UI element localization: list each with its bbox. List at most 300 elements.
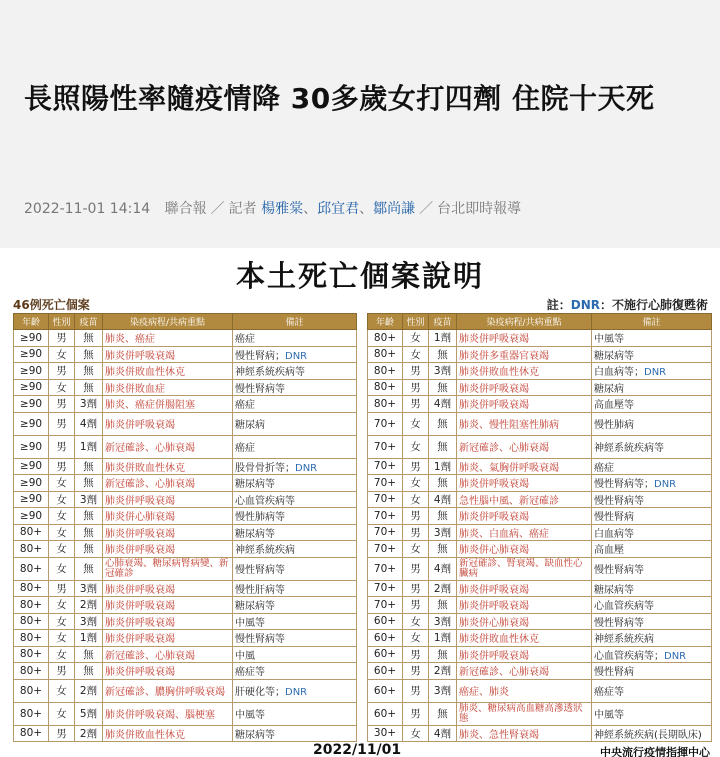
cell-course-text: 肺炎併呼吸衰竭 bbox=[105, 584, 175, 596]
cell-course-text: 肺炎併呼吸衰竭 bbox=[459, 334, 529, 346]
cell-course bbox=[103, 630, 233, 647]
cell-age bbox=[14, 725, 49, 742]
cell-course bbox=[457, 475, 592, 492]
cell-age bbox=[368, 379, 403, 396]
cell-remarks bbox=[233, 458, 357, 475]
cell-remarks bbox=[233, 412, 357, 435]
cell-sex-text: 男 bbox=[410, 582, 421, 595]
article-header bbox=[0, 0, 720, 248]
cell-remarks bbox=[233, 379, 357, 396]
cell-sex-text: 男 bbox=[56, 582, 67, 595]
cell-age bbox=[368, 557, 403, 580]
cell-vaccine-text: 5劑 bbox=[79, 708, 98, 720]
cell-course-text: 肺炎併呼吸衰竭 bbox=[105, 545, 175, 557]
cell-sex bbox=[403, 475, 429, 492]
cell-vaccine bbox=[429, 330, 457, 347]
cell-course-text: 肺炎併呼吸衰竭 bbox=[105, 420, 175, 431]
cell-sex bbox=[403, 679, 429, 702]
cell-course-text: 新冠確診、心肺衰竭 bbox=[459, 667, 549, 679]
cell-age-text: 80+ bbox=[373, 381, 397, 394]
cell-remarks-text: 糖尿病 bbox=[235, 420, 265, 431]
table-row bbox=[368, 435, 712, 458]
cell-remarks bbox=[233, 613, 357, 630]
cell-sex-text: 女 bbox=[56, 708, 67, 720]
cell-age bbox=[368, 330, 403, 347]
cell-vaccine bbox=[429, 508, 457, 525]
cell-course-text: 肺炎、慢性阻塞性肺病 bbox=[459, 420, 559, 431]
cell-remarks bbox=[233, 663, 357, 680]
cell-vaccine bbox=[75, 679, 103, 702]
cell-remarks-text: 白血病等； bbox=[594, 367, 644, 379]
cell-age bbox=[14, 346, 49, 363]
cell-remarks bbox=[592, 412, 712, 435]
cell-remarks-text: 慢性腎病 bbox=[594, 667, 634, 679]
table-row bbox=[368, 679, 712, 702]
cell-age bbox=[368, 458, 403, 475]
cell-sex-text: 女 bbox=[410, 332, 421, 345]
cell-course bbox=[103, 679, 233, 702]
cell-vaccine bbox=[429, 663, 457, 680]
table-row bbox=[368, 580, 712, 597]
cell-course-text: 急性腦中風、新冠確診 bbox=[459, 495, 559, 507]
reporter-label: 記者 bbox=[228, 201, 257, 217]
reporter-link-2[interactable]: 邱宜君 bbox=[317, 201, 360, 217]
cell-course bbox=[457, 663, 592, 680]
cell-sex bbox=[49, 663, 75, 680]
cell-remarks bbox=[233, 396, 357, 413]
cell-course bbox=[457, 679, 592, 702]
cell-vaccine bbox=[429, 396, 457, 413]
cell-remarks bbox=[233, 679, 357, 702]
cell-age bbox=[368, 702, 403, 725]
cell-age-text: 80+ bbox=[19, 562, 43, 575]
cell-remarks-text: 糖尿病等 bbox=[594, 584, 634, 596]
col-remarks: 備註 bbox=[592, 314, 712, 330]
cell-course bbox=[457, 725, 592, 742]
cell-remarks-text: 白血病等 bbox=[594, 528, 634, 540]
cell-sex bbox=[403, 580, 429, 597]
dnr-badge: DNR bbox=[654, 479, 677, 491]
cell-remarks bbox=[233, 363, 357, 380]
cell-age bbox=[14, 491, 49, 508]
cell-course bbox=[457, 630, 592, 647]
cell-course bbox=[103, 702, 233, 725]
cell-course-text: 肺炎併多重器官衰竭 bbox=[459, 350, 549, 362]
cell-remarks-text: 癌症等 bbox=[594, 687, 624, 698]
cell-vaccine-text: 2劑 bbox=[79, 599, 98, 612]
cell-vaccine bbox=[75, 725, 103, 742]
cell-age-text: ≥90 bbox=[19, 381, 43, 394]
notice-title: 本土死亡個案說明 bbox=[235, 259, 484, 293]
reporter-link-1[interactable]: 楊雅棠 bbox=[261, 201, 304, 217]
cell-vaccine bbox=[429, 725, 457, 742]
cell-remarks bbox=[233, 330, 357, 347]
cell-vaccine-text: 無 bbox=[83, 477, 94, 490]
cell-course-text: 肺炎併心肺衰竭 bbox=[459, 617, 529, 629]
cell-age bbox=[368, 541, 403, 558]
cell-vaccine bbox=[75, 346, 103, 363]
cell-vaccine bbox=[75, 491, 103, 508]
cell-remarks-text: 癌症 bbox=[235, 334, 255, 346]
cell-vaccine bbox=[75, 475, 103, 492]
table-header-row bbox=[14, 314, 357, 330]
cell-remarks-text: 糖尿病等 bbox=[235, 729, 275, 741]
cell-sex bbox=[403, 396, 429, 413]
cell-remarks-text: 神經系統疾病 bbox=[235, 545, 295, 557]
cell-age bbox=[368, 346, 403, 363]
cell-remarks-text: 中風等 bbox=[235, 617, 265, 629]
cell-sex-text: 女 bbox=[56, 648, 67, 661]
cell-sex-text: 男 bbox=[410, 708, 421, 720]
cell-remarks bbox=[592, 580, 712, 597]
cell-age bbox=[368, 663, 403, 680]
cell-sex bbox=[49, 346, 75, 363]
cell-course-text: 肺炎併呼吸衰竭 bbox=[105, 528, 175, 540]
col-remarks: 備註 bbox=[233, 314, 357, 330]
cell-sex bbox=[403, 346, 429, 363]
table-row bbox=[368, 363, 712, 380]
table-row bbox=[368, 541, 712, 558]
cell-sex-text: 女 bbox=[410, 543, 421, 556]
cell-remarks-text: 癌症 bbox=[594, 462, 614, 474]
cell-vaccine-text: 3劑 bbox=[433, 615, 452, 628]
cell-vaccine-text: 無 bbox=[437, 418, 448, 430]
dnr-badge: DNR bbox=[664, 650, 687, 662]
cell-course-text: 肺炎併呼吸衰竭、腦梗塞 bbox=[105, 710, 215, 721]
cell-age-text: 60+ bbox=[373, 684, 397, 697]
cell-remarks-text: 慢性腎病等 bbox=[594, 617, 644, 629]
cell-course-text: 心肺衰竭、糖尿病腎病變、新冠確診 bbox=[105, 557, 229, 579]
cell-age-text: 30+ bbox=[373, 727, 397, 740]
notice-date: 2022/11/01 bbox=[313, 742, 402, 757]
cell-sex-text: 男 bbox=[410, 648, 421, 661]
cell-vaccine-text: 無 bbox=[83, 648, 94, 661]
cell-vaccine bbox=[75, 379, 103, 396]
cell-remarks-text: 高血壓 bbox=[594, 545, 624, 557]
cell-remarks-text: 心血管疾病等 bbox=[235, 495, 295, 507]
cell-vaccine bbox=[429, 524, 457, 541]
cell-sex bbox=[403, 508, 429, 525]
cell-sex-text: 男 bbox=[56, 418, 67, 430]
cell-course-text: 肺炎、糖尿病高血糖高滲透狀態 bbox=[459, 702, 583, 724]
cell-vaccine-text: 無 bbox=[83, 381, 94, 394]
cell-sex-text: 女 bbox=[410, 418, 421, 430]
cell-age-text: 80+ bbox=[373, 397, 397, 410]
cell-vaccine bbox=[429, 541, 457, 558]
cell-vaccine bbox=[75, 557, 103, 580]
cell-course-text: 肺炎併呼吸衰竭 bbox=[105, 350, 175, 362]
cell-course bbox=[103, 508, 233, 525]
cell-vaccine-text: 3劑 bbox=[79, 493, 98, 506]
cell-sex bbox=[403, 541, 429, 558]
cell-course bbox=[103, 346, 233, 363]
cell-sex bbox=[403, 330, 429, 347]
dnr-note bbox=[547, 296, 708, 313]
cell-sex-text: 女 bbox=[410, 615, 421, 628]
cell-course-text: 肺炎併敗血性休克 bbox=[105, 729, 185, 741]
cell-vaccine-text: 無 bbox=[437, 648, 448, 661]
cell-remarks bbox=[592, 597, 712, 614]
cell-sex bbox=[403, 379, 429, 396]
cell-course bbox=[457, 597, 592, 614]
dnr-badge: DNR bbox=[285, 350, 308, 362]
cell-course bbox=[457, 458, 592, 475]
table-row bbox=[14, 597, 357, 614]
cell-vaccine bbox=[75, 541, 103, 558]
cell-vaccine-text: 無 bbox=[437, 510, 448, 523]
cell-vaccine-text: 1劑 bbox=[79, 441, 98, 453]
cell-vaccine bbox=[429, 557, 457, 580]
cell-course-text: 新冠確診、心肺衰竭 bbox=[105, 443, 195, 454]
cell-course-text: 肺炎併呼吸衰竭 bbox=[105, 634, 175, 646]
table-row bbox=[368, 346, 712, 363]
cell-remarks bbox=[592, 557, 712, 580]
cell-vaccine bbox=[75, 412, 103, 435]
cell-age-text: 60+ bbox=[373, 664, 397, 677]
cell-course bbox=[103, 613, 233, 630]
dnr-note-suffix: ：不施行心肺復甦術 bbox=[599, 298, 708, 312]
cell-vaccine bbox=[429, 379, 457, 396]
cell-remarks-text: 中風等 bbox=[594, 334, 624, 346]
cell-sex bbox=[49, 379, 75, 396]
cell-sex-text: 男 bbox=[410, 510, 421, 523]
dnr-note-term: DNR bbox=[570, 298, 600, 312]
cell-vaccine-text: 無 bbox=[437, 477, 448, 490]
cell-sex bbox=[403, 412, 429, 435]
article-time: 2022-11-01 14:14 bbox=[24, 201, 151, 217]
cell-sex-text: 女 bbox=[56, 685, 67, 697]
cell-course-text: 肺炎併呼吸衰竭 bbox=[459, 400, 529, 412]
table-row bbox=[14, 630, 357, 647]
cell-sex-text: 男 bbox=[410, 460, 421, 473]
cell-age-text: 70+ bbox=[373, 598, 397, 611]
cell-course bbox=[457, 646, 592, 663]
cell-course bbox=[457, 396, 592, 413]
cell-vaccine bbox=[75, 508, 103, 525]
cell-course bbox=[457, 557, 592, 580]
cell-vaccine bbox=[429, 679, 457, 702]
cell-remarks bbox=[592, 379, 712, 396]
cell-remarks bbox=[592, 458, 712, 475]
cell-vaccine-text: 無 bbox=[83, 460, 94, 473]
cell-sex-text: 男 bbox=[56, 398, 67, 411]
cell-course bbox=[457, 702, 592, 725]
cell-vaccine bbox=[75, 330, 103, 347]
cell-vaccine-text: 無 bbox=[83, 563, 94, 575]
table-row bbox=[368, 557, 712, 580]
cell-age bbox=[368, 412, 403, 435]
cell-course-text: 新冠確診、心肺衰竭 bbox=[459, 443, 549, 454]
cell-sex-text: 男 bbox=[56, 441, 67, 453]
cell-sex bbox=[49, 435, 75, 458]
cell-age bbox=[14, 435, 49, 458]
table-row bbox=[14, 491, 357, 508]
cell-sex-text: 女 bbox=[56, 632, 67, 645]
cell-sex bbox=[403, 524, 429, 541]
cell-remarks-text: 股骨骨折等； bbox=[235, 462, 295, 474]
case-table-right bbox=[367, 313, 712, 742]
cell-age bbox=[368, 613, 403, 630]
table-row bbox=[368, 597, 712, 614]
cell-age bbox=[14, 379, 49, 396]
cell-sex bbox=[49, 613, 75, 630]
dnr-badge: DNR bbox=[285, 687, 308, 698]
cell-vaccine bbox=[429, 702, 457, 725]
cell-age-text: 80+ bbox=[19, 727, 43, 740]
table-row bbox=[14, 541, 357, 558]
cell-remarks bbox=[233, 557, 357, 580]
cell-age bbox=[368, 646, 403, 663]
cell-sex-text: 男 bbox=[410, 563, 421, 575]
cell-sex bbox=[49, 557, 75, 580]
cell-vaccine-text: 3劑 bbox=[433, 526, 452, 539]
cell-age bbox=[14, 557, 49, 580]
cell-course bbox=[457, 524, 592, 541]
cell-remarks bbox=[592, 630, 712, 647]
table-row bbox=[14, 725, 357, 742]
cell-remarks bbox=[592, 363, 712, 380]
cell-remarks-text: 慢性腎病等； bbox=[594, 479, 654, 491]
cell-age-text: ≥90 bbox=[19, 476, 43, 489]
notice-org: 中央流行疫情指揮中心 bbox=[600, 746, 710, 757]
cell-age bbox=[14, 580, 49, 597]
table-row bbox=[14, 412, 357, 435]
table-row bbox=[368, 524, 712, 541]
cell-sex bbox=[403, 663, 429, 680]
cell-course-text: 肺炎併呼吸衰竭 bbox=[459, 601, 529, 613]
cell-age bbox=[14, 330, 49, 347]
table-row bbox=[14, 613, 357, 630]
cell-course-text: 肺炎併呼吸衰竭 bbox=[459, 383, 529, 395]
cell-course-text: 肺炎併心肺衰竭 bbox=[105, 512, 175, 524]
dnr-badge: DNR bbox=[295, 462, 318, 474]
col-sex: 性別 bbox=[403, 314, 429, 330]
cell-age-text: 70+ bbox=[373, 582, 397, 595]
cell-age-text: 80+ bbox=[373, 348, 397, 361]
cell-remarks-text: 糖尿病等 bbox=[594, 350, 634, 362]
cell-age-text: 80+ bbox=[19, 526, 43, 539]
cell-sex bbox=[49, 580, 75, 597]
cell-course bbox=[457, 580, 592, 597]
cell-age-text: 80+ bbox=[19, 648, 43, 661]
cell-course bbox=[103, 557, 233, 580]
table-row bbox=[14, 346, 357, 363]
cell-remarks bbox=[592, 679, 712, 702]
cell-vaccine-text: 4劑 bbox=[433, 398, 452, 411]
cell-sex bbox=[49, 458, 75, 475]
cell-course-text: 肺炎、氣胸併呼吸衰竭 bbox=[459, 462, 559, 474]
cell-remarks bbox=[592, 330, 712, 347]
cell-course-text: 肺炎併呼吸衰竭 bbox=[105, 601, 175, 613]
table-row bbox=[14, 557, 357, 580]
reporter-link-3[interactable]: 鄒尚謙 bbox=[373, 201, 416, 217]
col-vaccine: 疫苗 bbox=[75, 314, 103, 330]
table-row bbox=[368, 458, 712, 475]
cell-remarks-text: 癌症等 bbox=[235, 667, 265, 679]
cell-sex bbox=[49, 363, 75, 380]
col-course: 染疫病程/共病重點 bbox=[457, 314, 592, 330]
cell-remarks bbox=[233, 646, 357, 663]
cell-course bbox=[457, 363, 592, 380]
cell-course bbox=[103, 663, 233, 680]
cell-vaccine-text: 無 bbox=[437, 348, 448, 361]
article-source[interactable]: 聯合報 bbox=[164, 201, 207, 217]
table-row bbox=[368, 663, 712, 680]
cell-age bbox=[14, 363, 49, 380]
cell-age-text: 70+ bbox=[373, 509, 397, 522]
cell-age-text: 70+ bbox=[373, 526, 397, 539]
cell-age-text: ≥90 bbox=[19, 364, 43, 377]
cell-remarks bbox=[233, 435, 357, 458]
cell-age-text: 80+ bbox=[373, 331, 397, 344]
cell-course-text: 肺炎併心肺衰竭 bbox=[459, 545, 529, 557]
table-row bbox=[14, 508, 357, 525]
cell-course-text: 肺炎併敗血性休克 bbox=[105, 367, 185, 379]
cell-course bbox=[457, 330, 592, 347]
cell-vaccine-text: 無 bbox=[437, 441, 448, 453]
table-row bbox=[368, 646, 712, 663]
cell-vaccine bbox=[429, 580, 457, 597]
cell-sex bbox=[49, 630, 75, 647]
cell-age bbox=[14, 396, 49, 413]
cell-age bbox=[368, 597, 403, 614]
cell-sex bbox=[49, 491, 75, 508]
cell-course bbox=[103, 580, 233, 597]
cell-course bbox=[103, 725, 233, 742]
cell-vaccine bbox=[429, 491, 457, 508]
cell-sex bbox=[403, 630, 429, 647]
cell-sex-text: 女 bbox=[56, 543, 67, 556]
cell-vaccine-text: 3劑 bbox=[79, 398, 98, 411]
dnr-note-prefix: 註： bbox=[546, 298, 571, 312]
cell-age-text: 70+ bbox=[373, 562, 397, 575]
cell-remarks-text: 慢性肺病等 bbox=[235, 512, 285, 524]
cell-age-text: 60+ bbox=[373, 707, 397, 720]
table-row bbox=[368, 613, 712, 630]
cell-age bbox=[14, 541, 49, 558]
cell-remarks-text: 神經系統疾病等 bbox=[594, 443, 664, 454]
cell-remarks-text: 心血管疾病等； bbox=[594, 650, 664, 662]
cell-vaccine-text: 無 bbox=[83, 543, 94, 556]
cell-age bbox=[368, 491, 403, 508]
cell-vaccine-text: 2劑 bbox=[433, 665, 452, 678]
cell-course bbox=[457, 346, 592, 363]
cell-remarks bbox=[233, 597, 357, 614]
cell-sex bbox=[403, 491, 429, 508]
cell-vaccine-text: 4劑 bbox=[79, 418, 98, 430]
cell-remarks-text: 慢性腎病等 bbox=[594, 565, 644, 576]
cell-age bbox=[14, 630, 49, 647]
cell-vaccine bbox=[75, 613, 103, 630]
cell-remarks-text: 慢性腎病； bbox=[235, 350, 285, 362]
cell-sex-text: 女 bbox=[410, 441, 421, 453]
cell-vaccine-text: 無 bbox=[437, 708, 448, 720]
table-row bbox=[368, 702, 712, 725]
cell-course bbox=[457, 379, 592, 396]
cell-remarks-text: 神經系統疾病(長期臥床) bbox=[594, 729, 702, 741]
cell-vaccine bbox=[75, 458, 103, 475]
cell-vaccine bbox=[75, 363, 103, 380]
cell-sex bbox=[403, 725, 429, 742]
cell-age-text: 70+ bbox=[373, 460, 397, 473]
cell-course-text: 新冠確診、膿胸併呼吸衰竭 bbox=[105, 687, 225, 698]
cell-sex-text: 女 bbox=[410, 348, 421, 361]
cell-course-text: 肺炎、白血病、癌症 bbox=[459, 528, 549, 540]
case-count-label: 46例死亡個案 bbox=[13, 298, 90, 312]
cell-vaccine-text: 無 bbox=[83, 348, 94, 361]
cell-remarks-text: 高血壓等 bbox=[594, 400, 634, 412]
cell-age-text: 80+ bbox=[19, 582, 43, 595]
